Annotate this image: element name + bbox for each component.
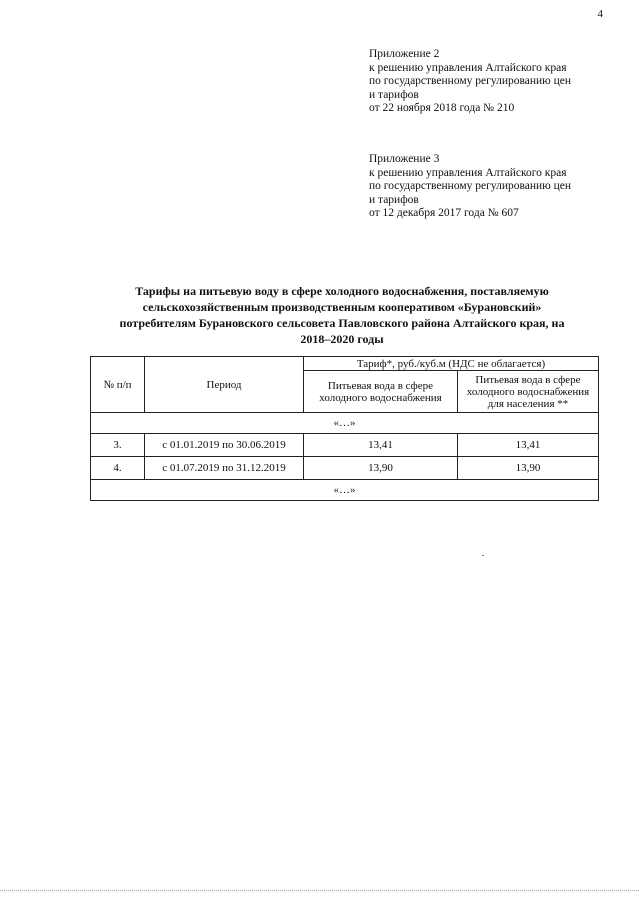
scan-speck: [482, 555, 484, 556]
tariff-table: [90, 356, 599, 501]
table-row: [91, 457, 599, 480]
row-tariff-population: 13,41: [458, 434, 599, 457]
header-text-line: Питьевая вода в сфере: [327, 379, 434, 392]
title-line: 2018–2020 годы: [300, 332, 384, 346]
row-period: с 01.01.2019 по 30.06.2019: [145, 434, 304, 457]
header-text-line: холодного водоснабжения: [319, 391, 442, 404]
header-tariff-group: Тариф*, руб./куб.м (НДС не облагается): [304, 357, 599, 371]
appendix-3-line: к решению управления Алтайского края: [369, 166, 567, 179]
page-number: 4: [597, 8, 603, 20]
document-title: [92, 283, 592, 347]
row-tariff-population: 13,90: [458, 457, 599, 480]
appendix-3-line: и тарифов: [369, 193, 419, 206]
row-num: 4.: [91, 457, 145, 480]
appendix-2-heading: Приложение 2: [369, 48, 440, 60]
appendix-2-date: от 22 ноября 2018 года № 210: [369, 102, 515, 114]
appendix-3-line: по государственному регулированию цен: [369, 180, 572, 192]
appendix-3-block: [369, 153, 609, 221]
header-tariff-population: [458, 371, 599, 413]
title-line: потребителям Бурановского сельсовета Павловского района Алтайского края, на: [119, 316, 565, 330]
title-line: Тарифы на питьевую воду в сфере холодного водоснабжения, поставляемую: [135, 284, 549, 298]
row-num: 3.: [91, 434, 145, 457]
appendix-3-date: от 12 декабря 2017 года № 607: [369, 207, 519, 219]
scan-edge-line: [0, 890, 639, 891]
header-text-line: для населения **: [487, 397, 569, 410]
ellipsis-row-bottom: «…»: [91, 480, 599, 501]
header-num: № п/п: [91, 357, 145, 413]
title-line: сельскохозяйственным производственным кооперативом «Бурановский»: [142, 300, 542, 314]
appendix-2-line: к решению управления Алтайского края: [369, 61, 567, 74]
header-text-line: Питьевая вода в сфере: [475, 373, 581, 386]
appendix-2-block: [369, 48, 609, 116]
header-period: Период: [145, 357, 304, 413]
appendix-2-line: и тарифов: [369, 88, 419, 101]
row-tariff: 13,90: [304, 457, 458, 480]
row-tariff: 13,41: [304, 434, 458, 457]
appendix-2-line: по государственному регулированию цен: [369, 75, 572, 87]
appendix-3-heading: Приложение 3: [369, 153, 440, 165]
header-tariff-drinking-water: [304, 371, 458, 413]
table-row: [91, 434, 599, 457]
header-text-line: холодного водоснабжения: [466, 385, 590, 398]
row-period: с 01.07.2019 по 31.12.2019: [145, 457, 304, 480]
ellipsis-row-top: «…»: [91, 413, 599, 434]
